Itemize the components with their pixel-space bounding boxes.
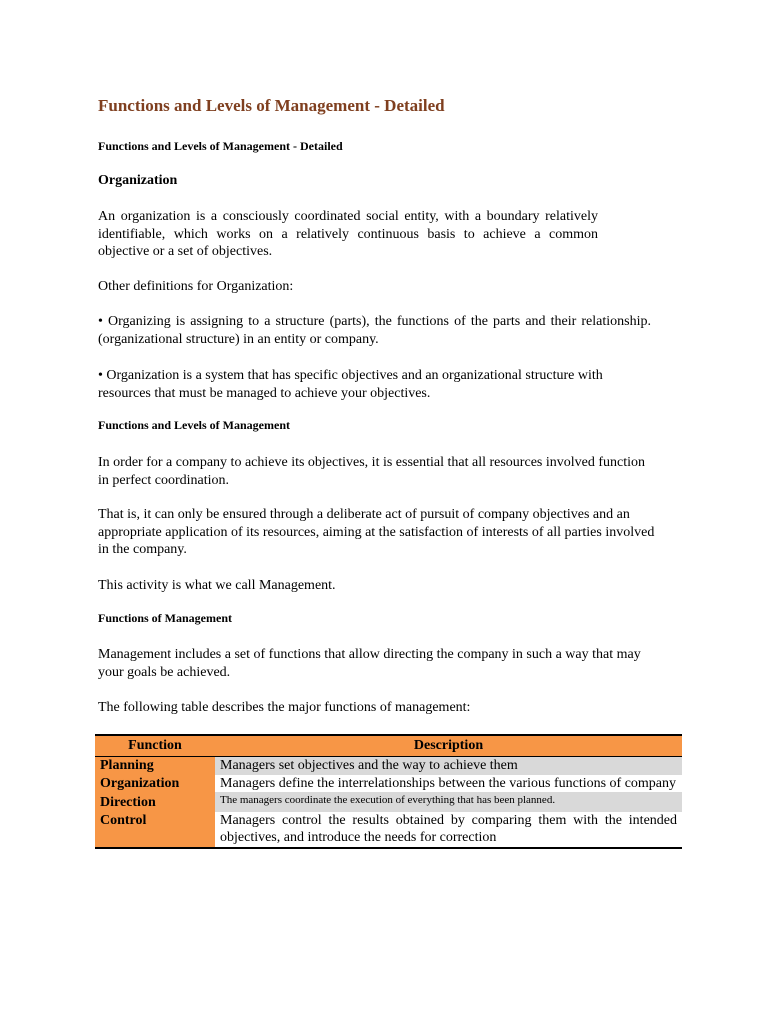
description-cell: Managers define the interrelationships between the various functions of company [220, 775, 677, 791]
organization-heading: Organization [98, 173, 178, 188]
table-header-row [95, 735, 682, 757]
definition-bullet-1: • Organizing is assigning to a structure (parts), the functions of the parts and their relationship. (organizational structure) in an entity or company. [98, 314, 651, 347]
table-row [95, 792, 682, 812]
levels-heading: Functions and Levels of Management [98, 418, 290, 432]
functions-heading: Functions of Management [98, 611, 232, 625]
functions-table [95, 734, 682, 849]
organization-paragraph: An organization is a consciously coordinated social entity, with a boundary relatively identifiable, which works on a relatively continuous basis to achieve a common objective or a set of objectives. [98, 209, 598, 259]
definition-bullet-2: • Organization is a system that has specific objectives and an organizational structure with resources that must be managed to achieve your objectives. [98, 368, 603, 401]
function-cell: Control [95, 812, 215, 848]
levels-paragraph-2: That is, it can only be ensured through a deliberate act of pursuit of company objectives and an appropriate application of its resources, aiming at the satisfaction of interests of all parties involved in the company. [98, 507, 655, 557]
description-cell: Managers control the results obtained by comparing them with the intended objectives, and introduce the needs for correction [220, 812, 677, 845]
function-cell: Direction [95, 792, 215, 812]
description-cell: Managers set objectives and the way to achieve them [215, 757, 682, 775]
functions-paragraph-1: Management includes a set of functions that allow directing the company in such a way that may your goals be achieved. [98, 647, 641, 680]
document-title: Functions and Levels of Management - Detailed [98, 96, 445, 115]
function-cell: Planning [95, 757, 215, 775]
document-subtitle: Functions and Levels of Management - Detailed [98, 139, 343, 153]
functions-paragraph-2: The following table describes the major functions of management: [98, 700, 471, 715]
levels-paragraph-3: This activity is what we call Management. [98, 578, 336, 593]
function-cell: Organization [95, 775, 215, 793]
description-column-header: Description [215, 735, 682, 757]
description-cell: The managers coordinate the execution of everything that has been planned. [215, 792, 682, 812]
levels-paragraph-1: In order for a company to achieve its objectives, it is essential that all resources involved function in perfect coordination. [98, 455, 645, 488]
table-row [95, 775, 682, 793]
other-definitions-label: Other definitions for Organization: [98, 279, 294, 294]
table-row [95, 757, 682, 775]
table-row [95, 812, 682, 848]
function-column-header: Function [95, 735, 215, 757]
